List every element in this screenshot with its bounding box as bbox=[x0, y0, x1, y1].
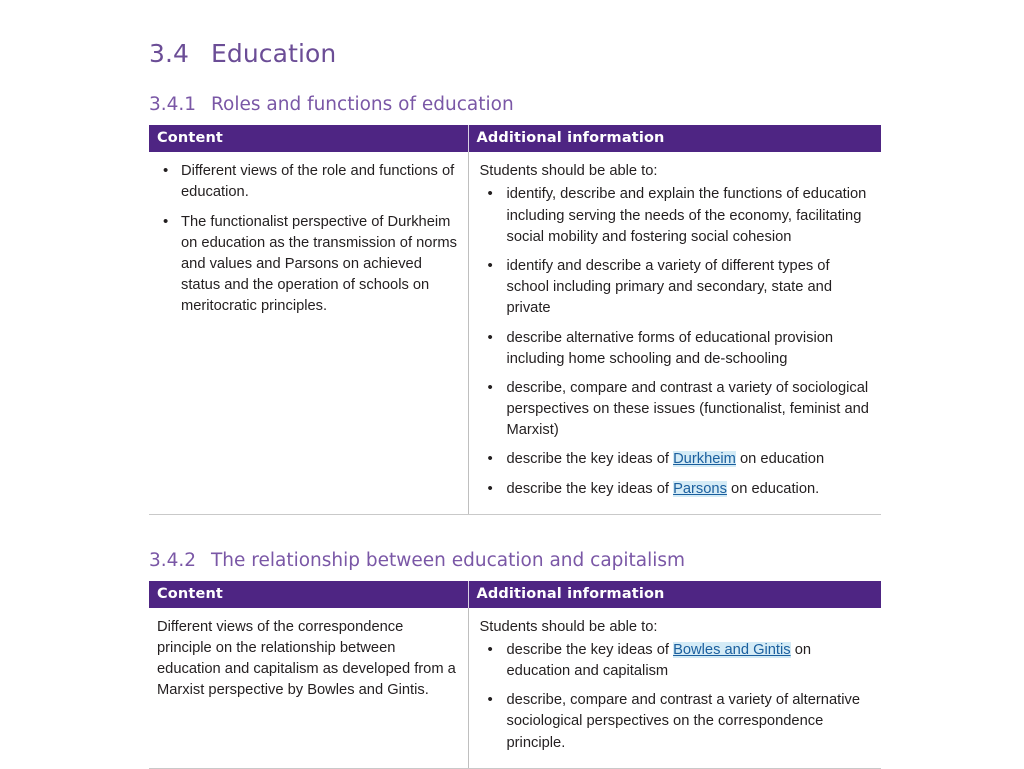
specification-table-342 bbox=[149, 581, 881, 769]
list-item-text-before: describe the key ideas of bbox=[506, 451, 674, 468]
list-item-text-after: on education bbox=[735, 451, 825, 468]
subsection-heading-341 bbox=[149, 93, 881, 117]
section-title-text: Education bbox=[211, 39, 337, 68]
table-header bbox=[149, 125, 881, 152]
cell-content bbox=[149, 152, 468, 514]
cell-additional-information bbox=[468, 152, 881, 514]
content-bullet-list bbox=[157, 161, 458, 317]
subsection-heading-342 bbox=[149, 549, 881, 573]
additional-lead-text: Students should be able to: bbox=[479, 618, 658, 635]
list-item-text-before: describe, compare and contrast a variety of sociological perspectives on these issues (functionalist, feminist and Marxist) bbox=[506, 379, 869, 439]
section-number: 3.4 bbox=[149, 39, 190, 68]
subsection-number: 3.4.2 bbox=[149, 549, 197, 571]
spacer bbox=[149, 69, 881, 93]
list-item bbox=[480, 690, 872, 754]
list-item-text-after: on education and capitalism bbox=[506, 641, 812, 680]
column-header-additional-information: Additional information bbox=[468, 581, 881, 608]
specification-table-341 bbox=[149, 125, 881, 514]
list-item: • Different views of the role and functions of education. bbox=[157, 161, 458, 203]
list-item-text-before: identify, describe and explain the functions of education including serving the needs of the economy, facilitating social mobility and fostering social cohesion bbox=[506, 186, 867, 245]
list-item-text-before: describe alternative forms of educational provision including home schooling and de-schooling bbox=[506, 329, 834, 367]
column-header-additional-information: Additional information bbox=[468, 125, 881, 152]
table-body bbox=[149, 152, 881, 514]
link-parsons[interactable]: Parsons bbox=[673, 480, 727, 497]
link-durkheim[interactable]: Durkheim bbox=[673, 451, 736, 468]
list-item-text-before: identify and describe a variety of different types of school including primary and secondary, state and private bbox=[506, 257, 832, 317]
spacer bbox=[149, 515, 881, 549]
content-paragraph: Different views of the correspondence principle on the relationship between education and capitalism as developed from a Marxist perspective by Bowles and Gintis. bbox=[157, 618, 456, 699]
table-row bbox=[149, 608, 881, 769]
list-item bbox=[480, 479, 872, 500]
table-header bbox=[149, 581, 881, 608]
table-header-row bbox=[149, 125, 881, 152]
subsection-title-text: Roles and functions of education bbox=[211, 94, 514, 116]
table-body bbox=[149, 608, 881, 769]
list-item bbox=[480, 449, 872, 470]
subsection-number: 3.4.1 bbox=[149, 94, 197, 116]
list-item-text-after: on education. bbox=[726, 480, 820, 497]
list-item-text-before: describe the key ideas of bbox=[506, 641, 674, 658]
additional-lead-text: Students should be able to: bbox=[479, 163, 658, 180]
content-area bbox=[149, 38, 881, 769]
list-item bbox=[480, 256, 872, 320]
spacer bbox=[149, 573, 881, 581]
list-item-text-before: describe the key ideas of bbox=[506, 480, 674, 497]
table-row bbox=[149, 152, 881, 514]
link-bowles-and-gintis[interactable]: Bowles and Gintis bbox=[673, 641, 791, 658]
column-header-content: Content bbox=[149, 125, 468, 152]
list-item bbox=[480, 640, 872, 682]
column-header-content: Content bbox=[149, 581, 468, 608]
additional-bullet-list bbox=[480, 184, 872, 499]
subsection-title-text: The relationship between education and capitalism bbox=[211, 549, 686, 571]
list-item bbox=[480, 184, 872, 248]
list-item-text-before: describe, compare and contrast a variety of alternative sociological perspectives on the correspondence principle. bbox=[506, 692, 860, 751]
list-item: • The functionalist perspective of Durkheim on education as the transmission of norms and values and Parsons on achieved status and the operation of schools on meritocratic principles. bbox=[157, 212, 458, 318]
list-item bbox=[480, 378, 872, 442]
additional-bullet-list bbox=[480, 640, 872, 754]
spacer bbox=[149, 117, 881, 125]
cell-additional-information bbox=[468, 608, 881, 769]
table-header-row bbox=[149, 581, 881, 608]
page-title bbox=[149, 38, 881, 69]
cell-content bbox=[149, 608, 468, 769]
list-item bbox=[480, 328, 872, 370]
